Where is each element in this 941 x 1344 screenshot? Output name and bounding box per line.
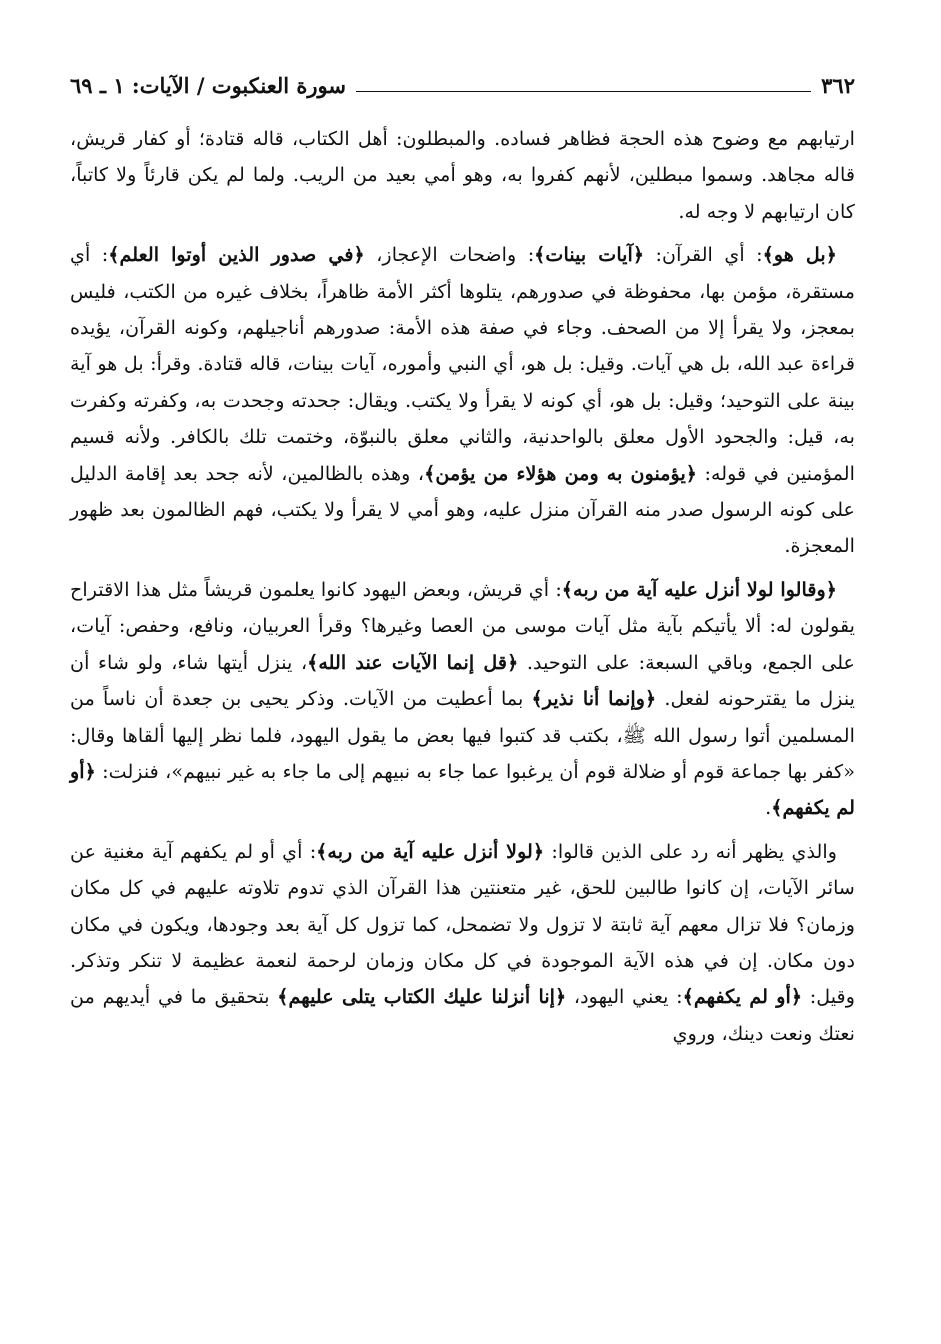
paragraph-4 bbox=[70, 834, 855, 1052]
text-run: : أي أو لم يكفهم آية مغنية عن سائر الآيات، إن كانوا طالبين للحق، غير متعنتين هذا القرآن الذي تدوم تلاوته عليهم في كل مكان وزمان؟ فلا تزال معهم آية ثابتة لا تزول ولا تضمحل، كما تزول كل آية بعد وجودها، ويكون في مكان دون مكان. إن في هذه الآية الموجودة في كل مكان وزمان لرحمة لنعمة عظيمة لا تنكر وتذكر. وقيل: bbox=[70, 839, 855, 1009]
quran-quote: ﴿أو لم يكفهم﴾ bbox=[70, 759, 855, 820]
header-rule bbox=[356, 91, 811, 92]
quran-quote: ﴿في صدور الذين أوتوا العلم﴾ bbox=[108, 243, 365, 267]
text-run: بما أعطيت من الآيات. وذكر يحيى بن جعدة أن ناساً من المسلمين أتوا رسول الله ﷺ، بكتب قد كتبوا فيها بعض ما يقول اليهود، فلما نظر إليها ألقاها وقال: «كفر بها جماعة قوم أو ضلالة قوم أن يرغبوا عما جاء به نبيهم إلى ما جاء به غير نبيهم»، فنزلت: bbox=[70, 687, 855, 783]
text-run: ، وهذه بالظالمين، لأنه جحد بعد إقامة الدليل على كونه الرسول صدر منه القرآن منزل عليه، وهو أمي لا يقرأ ولا يكتب، فهم الظالمون بعد ظهور المعجزة. bbox=[70, 461, 855, 558]
quran-quote: ﴿إنا أنزلنا عليك الكتاب يتلى عليهم﴾ bbox=[277, 985, 567, 1009]
text-run: : يعني اليهود، bbox=[566, 985, 683, 1009]
text-run: والذي يظهر أنه رد على الذين قالوا: bbox=[544, 839, 837, 863]
text-run: : واضحات الإعجاز، bbox=[364, 243, 535, 267]
paragraph-1 bbox=[70, 121, 855, 230]
quran-quote: ﴿وقالوا لولا أنزل عليه آية من ربه﴾ bbox=[561, 577, 838, 601]
text-run: ارتيابهم مع وضوح هذه الحجة فظاهر فساده. والمبطلون: أهل الكتاب، قاله قتادة؛ أو كفار قريش، قاله مجاهد. وسموا مبطلين، لأنهم كفروا به، وهو أمي بعيد من الريب. ولما لم يكن قارئاً ولا كاتباً، كان ارتيابهم لا وجه له. bbox=[70, 127, 855, 223]
quran-quote: ﴿قل إنما الآيات عند الله﴾ bbox=[307, 650, 519, 674]
quran-quote: ﴿يؤمنون به ومن هؤلاء من يؤمن﴾ bbox=[424, 461, 698, 485]
quran-quote: ﴿وإنما أنا نذير﴾ bbox=[531, 687, 657, 711]
quran-quote: ﴿آيات بينات﴾ bbox=[534, 243, 645, 267]
main-text bbox=[70, 121, 855, 1059]
page-header bbox=[70, 68, 855, 98]
text-run: بتحقيق ما في أيديهم من نعتك ونعت دينك، وروي bbox=[70, 985, 855, 1045]
text-run: ، ينزل أيتها شاء، ولو شاء أن ينزل ما يقترحونه لفعل. bbox=[70, 650, 855, 711]
quran-quote: ﴿لولا أنزل عليه آية من ربه﴾ bbox=[316, 839, 545, 863]
quran-quote: ﴿أو لم يكفهم﴾ bbox=[682, 985, 803, 1009]
quran-quote: ﴿بل هو﴾ bbox=[762, 243, 837, 267]
page-number: ٣٦٢ bbox=[821, 73, 855, 98]
text-run: : أي القرآن: bbox=[644, 243, 763, 267]
text-run: : أي مستقرة، مؤمن بها، محفوظة في صدورهم، يتلوها أكثر الأمة ظاهراً، بخلاف غيره من الكتب، فليس بمعجز، ولا يقرأ إلا من الصحف. وجاء في صفة هذه الأمة: صدورهم أناجيلهم، وكونه القرآن، يؤيده قراءة عبد الله، بل هي آيات. وقيل: بل هو، أي النبي وأموره، آيات بينات، قاله قتادة. وقرأ: بل هو آية بينة على التوحيد؛ وقيل: بل هو، أي كونه لا يقرأ ولا يكتب. ويقال: جحدته وجحدت به، وكفرته وكفرت به، قيل: والجحود الأول معلق بالواحدنية، والثاني معلق بالنبوّة، وختمت تلك بالكافر. ولأنه قسيم المؤمنين في قوله: bbox=[70, 243, 855, 485]
text-run: : أي قريش، وبعض اليهود كانوا يعلمون قريشاً مثل هذا الاقتراح يقولون له: ألا يأتيكم بآية مثل آيات موسى من العصا وغيرها؟ وقرأ العربيان، ونافع، وحفص: آيات، على الجمع، وباقي السبعة: على التوحيد. bbox=[70, 577, 855, 674]
text-run: . bbox=[765, 796, 772, 820]
paragraph-2 bbox=[70, 237, 855, 565]
running-title: سورة العنكبوت / الآيات: ١ ـ ٦٩ bbox=[70, 73, 346, 98]
paragraph-3 bbox=[70, 572, 855, 827]
